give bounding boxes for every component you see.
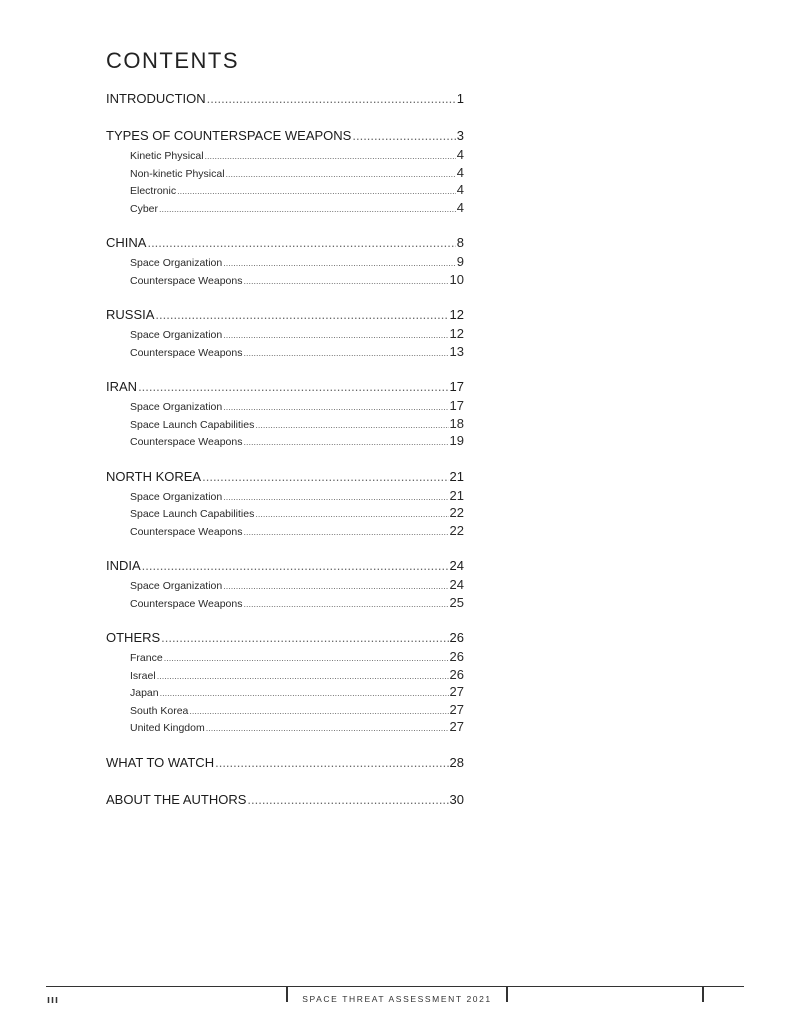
- toc-subentry-title: Space Organization: [130, 580, 223, 592]
- toc-subentry[interactable]: [106, 594, 464, 612]
- footer-page-number: III: [47, 996, 59, 1005]
- toc-subentry[interactable]: [106, 718, 464, 736]
- toc-entry-page-number: 21: [449, 468, 464, 484]
- dot-leader: [352, 125, 455, 146]
- toc-subentry-title: Counterspace Weapons: [130, 346, 243, 359]
- toc-subentry-page-number: 27: [449, 719, 464, 734]
- toc-subentry-title: United Kingdom: [130, 722, 205, 734]
- toc-entry[interactable]: [106, 752, 464, 773]
- toc-entry-page-number: 26: [449, 630, 464, 645]
- dot-leader: [226, 166, 456, 184]
- dot-leader: [223, 489, 448, 507]
- toc-entry-title: ABOUT THE AUTHORS: [106, 791, 247, 807]
- toc-subentry-page-number: 12: [449, 326, 464, 341]
- toc-section: [106, 304, 464, 360]
- toc-subentry-page-number: 27: [449, 701, 464, 717]
- toc-subentry-title: Space Launch Capabilities: [130, 508, 255, 520]
- dot-leader: [206, 720, 449, 738]
- toc-section: [106, 232, 464, 288]
- toc-entry-title: NORTH KOREA: [106, 468, 202, 484]
- toc-subentry-page-number: 26: [449, 649, 464, 664]
- toc-entry[interactable]: [106, 376, 464, 397]
- toc-subentry[interactable]: [106, 271, 464, 289]
- toc-entry-page-number: 8: [456, 235, 464, 250]
- toc-subentry[interactable]: [106, 253, 464, 271]
- toc-entry[interactable]: [106, 466, 464, 487]
- toc-subentry-title: Japan: [130, 687, 159, 699]
- toc-subentry-title: Counterspace Weapons: [130, 274, 243, 287]
- toc-subentry[interactable]: [106, 504, 464, 522]
- dot-leader: [157, 668, 449, 686]
- toc-entry[interactable]: [106, 304, 464, 325]
- footer-divider-right: [702, 986, 704, 1002]
- toc-entry-title: INDIA: [106, 558, 141, 573]
- toc-subentry[interactable]: [106, 648, 464, 666]
- toc-subentry-page-number: 27: [449, 684, 464, 699]
- toc-subentry-page-number: 13: [449, 343, 464, 359]
- toc-subentry[interactable]: [106, 432, 464, 450]
- toc-subentry-page-number: 4: [456, 199, 464, 215]
- toc-entry-title: CHINA: [106, 235, 147, 250]
- dot-leader: [177, 183, 456, 201]
- dot-leader: [243, 273, 448, 291]
- toc-subentry-title: Space Organization: [130, 401, 223, 413]
- dot-leader: [160, 685, 449, 703]
- toc-subentry[interactable]: [106, 522, 464, 540]
- toc-entry-title: WHAT TO WATCH: [106, 754, 215, 770]
- dot-leader: [223, 255, 456, 273]
- toc-entry[interactable]: [106, 88, 464, 109]
- toc-subentry[interactable]: [106, 325, 464, 343]
- dot-leader: [247, 789, 448, 810]
- dot-leader: [223, 327, 448, 345]
- dot-leader: [255, 506, 448, 524]
- dot-leader: [138, 376, 448, 397]
- toc-entry[interactable]: [106, 555, 464, 576]
- table-of-contents: [106, 88, 464, 826]
- toc-entry[interactable]: [106, 232, 464, 253]
- toc-subentry[interactable]: [106, 415, 464, 433]
- toc-entry-page-number: 24: [449, 558, 464, 573]
- page-title: CONTENTS: [106, 48, 239, 73]
- toc-entry-title: IRAN: [106, 379, 138, 394]
- dot-leader: [202, 466, 448, 487]
- toc-subentry-title: Space Organization: [130, 329, 223, 341]
- toc-subentry-page-number: 22: [449, 505, 464, 520]
- toc-entry-page-number: 1: [456, 91, 464, 106]
- dot-leader: [215, 752, 448, 773]
- dot-leader: [243, 524, 448, 542]
- dot-leader: [189, 703, 448, 721]
- toc-subentry[interactable]: [106, 397, 464, 415]
- toc-entry[interactable]: [106, 627, 464, 648]
- dot-leader: [255, 417, 448, 435]
- toc-subentry-page-number: 4: [456, 147, 464, 162]
- toc-subentry-page-number: 4: [456, 182, 464, 197]
- toc-entry-title: INTRODUCTION: [106, 91, 206, 106]
- toc-subentry-title: South Korea: [130, 704, 189, 717]
- toc-subentry-title: Counterspace Weapons: [130, 525, 243, 538]
- toc-subentry[interactable]: [106, 164, 464, 182]
- dot-leader: [161, 627, 448, 648]
- toc-section: [106, 627, 464, 736]
- dot-leader: [223, 399, 448, 417]
- dot-leader: [159, 201, 456, 219]
- dot-leader: [207, 88, 456, 109]
- toc-entry[interactable]: [106, 125, 464, 146]
- toc-entry-title: OTHERS: [106, 630, 161, 645]
- dot-leader: [243, 345, 448, 363]
- toc-section: [106, 466, 464, 540]
- dot-leader: [223, 578, 448, 596]
- toc-entry[interactable]: [106, 789, 464, 810]
- toc-subentry-page-number: 17: [449, 398, 464, 413]
- toc-subentry-title: France: [130, 652, 163, 664]
- footer-divider-middle: [506, 986, 508, 1002]
- toc-subentry[interactable]: [106, 487, 464, 505]
- toc-subentry[interactable]: [106, 683, 464, 701]
- toc-subentry-page-number: 4: [456, 164, 464, 180]
- toc-section: [106, 88, 464, 109]
- toc-subentry[interactable]: [106, 343, 464, 361]
- toc-subentry-page-number: 26: [449, 666, 464, 682]
- toc-subentry-page-number: 22: [449, 522, 464, 538]
- toc-subentry[interactable]: [106, 146, 464, 164]
- toc-entry-page-number: 12: [449, 307, 464, 322]
- toc-section: [106, 125, 464, 216]
- toc-entry-title: TYPES OF COUNTERSPACE WEAPONS: [106, 128, 352, 143]
- dot-leader: [164, 650, 449, 668]
- toc-section: [106, 376, 464, 450]
- toc-subentry-title: Counterspace Weapons: [130, 436, 243, 448]
- toc-entry-page-number: 3: [456, 128, 464, 143]
- toc-subentry-title: Electronic: [130, 185, 177, 197]
- dot-leader: [205, 148, 456, 166]
- footer-document-title: SPACE THREAT ASSESSMENT 2021: [302, 994, 492, 1004]
- toc-subentry-page-number: 24: [449, 577, 464, 592]
- toc-subentry-page-number: 10: [449, 271, 464, 287]
- toc-subentry-title: Non-kinetic Physical: [130, 167, 225, 180]
- toc-subentry-title: Space Organization: [130, 257, 223, 269]
- toc-subentry-title: Counterspace Weapons: [130, 597, 243, 610]
- toc-section: [106, 752, 464, 773]
- dot-leader: [243, 596, 448, 614]
- toc-entry-page-number: 30: [449, 791, 464, 807]
- toc-subentry-page-number: 18: [449, 415, 464, 431]
- toc-subentry[interactable]: [106, 181, 464, 199]
- toc-section: [106, 555, 464, 611]
- toc-entry-page-number: 17: [449, 379, 464, 394]
- toc-subentry[interactable]: [106, 199, 464, 217]
- dot-leader: [155, 304, 448, 325]
- toc-subentry-page-number: 21: [449, 487, 464, 503]
- toc-subentry-title: Space Organization: [130, 490, 223, 503]
- toc-subentry-page-number: 9: [456, 254, 464, 269]
- dot-leader: [147, 232, 455, 253]
- toc-subentry[interactable]: [106, 666, 464, 684]
- toc-entry-title: RUSSIA: [106, 307, 155, 322]
- footer-rule: [46, 986, 744, 987]
- toc-subentry[interactable]: [106, 701, 464, 719]
- toc-subentry-title: Cyber: [130, 202, 159, 215]
- dot-leader: [142, 555, 449, 576]
- toc-section: [106, 789, 464, 810]
- toc-subentry-page-number: 25: [449, 594, 464, 610]
- dot-leader: [243, 434, 448, 452]
- toc-subentry-page-number: 19: [449, 433, 464, 448]
- toc-subentry-title: Israel: [130, 669, 156, 682]
- toc-subentry-title: Space Launch Capabilities: [130, 418, 255, 431]
- toc-subentry[interactable]: [106, 576, 464, 594]
- toc-subentry-title: Kinetic Physical: [130, 150, 204, 162]
- toc-entry-page-number: 28: [449, 754, 464, 770]
